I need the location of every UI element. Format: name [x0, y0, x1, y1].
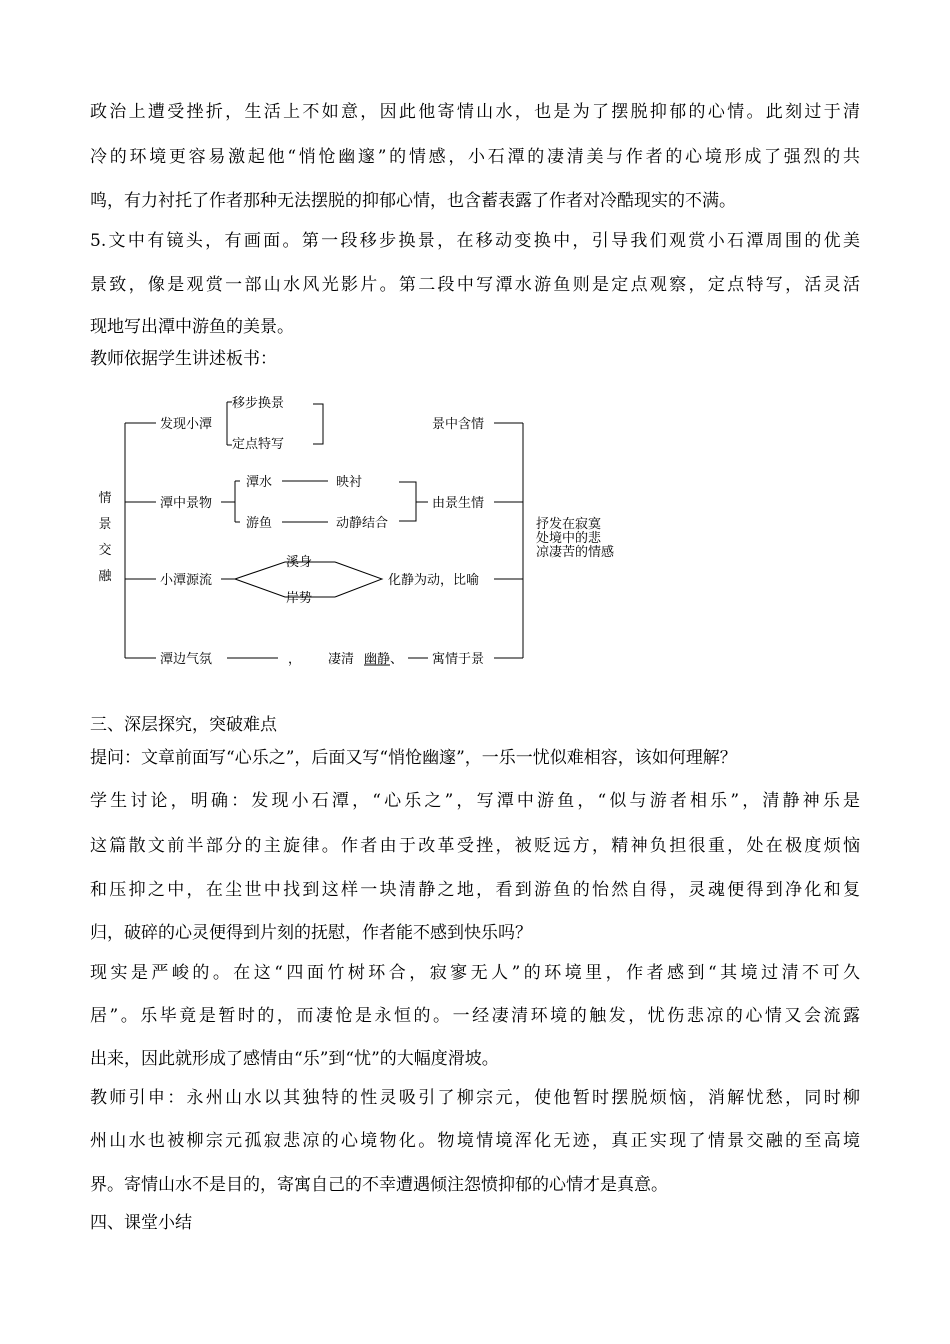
diagram-sub-label: 移步换景: [232, 396, 285, 411]
diagram-sub-label: ，: [288, 652, 302, 667]
diagram-sub-label: 动静结合: [336, 516, 389, 531]
diagram-left-title-char: 融: [98, 569, 112, 584]
diagram-right-label: 化静为动，比喻: [388, 573, 480, 588]
diagram-right-label: 寓情于景: [432, 652, 485, 667]
diagram-left-title-char: 情: [98, 491, 112, 506]
diagram-sub-label: 潭水: [246, 475, 273, 490]
diagram-sub-label: 岸势: [286, 591, 313, 606]
diagram-summary-line: 抒发在寂寞: [536, 517, 602, 532]
diagram-connector: [235, 579, 335, 597]
diagram-left-title-char: 景: [98, 517, 112, 532]
diagram-row-label: 潭边气氛: [160, 652, 213, 667]
diagram-sub-label: 映衬: [336, 475, 363, 490]
diagram-row-label: 小潭源流: [160, 573, 213, 588]
paragraph-line: 提问：文章前面写“心乐之”，后面又写“悄怆幽邃”，一乐一忧似难相容，该如何理解？: [90, 748, 737, 768]
diagram-connector: [235, 562, 335, 579]
paragraph-line: 景致，像是观赏一部山水风光影片。第二段中写潭水游鱼则是定点观察，定点特写，活灵活: [90, 275, 860, 295]
paragraph-line: 现实是严峻的。在这“四面竹树环合，寂寥无人”的环境里，作者感到“其境过清不可久: [90, 963, 860, 983]
paragraph-line: 鸣，有力衬托了作者那种无法摆脱的抑郁心情，也含蓄表露了作者对冷酷现实的不满。: [90, 191, 736, 211]
paragraph-line: 界。寄情山水不是目的，寄寓自己的不幸遭遇倾注怨愤抑郁的心情才是真意。: [90, 1175, 668, 1195]
paragraph-line: 出来，因此就形成了感情由“乐”到“忧”的大幅度滑坡。: [90, 1049, 499, 1069]
paragraph-line: 这篇散文前半部分的主旋律。作者由于改革受挫，被贬远方，精神负担很重，处在极度烦恼: [90, 836, 860, 856]
diagram-sub-label: 定点特写: [232, 437, 285, 452]
paragraph-line: 教师依据学生讲述板书：: [90, 349, 277, 369]
paragraph-line: 居”。乐毕竟是暂时的，而凄怆是永恒的。一经凄清环境的触发，忧伤悲凉的心情又会流露: [90, 1006, 860, 1026]
paragraph-line: 学生讨论，明确：发现小石潭，“心乐之”，写潭中游鱼，“似与游者相乐”，清静神乐是: [90, 791, 860, 811]
diagram-summary-line: 凉凄苦的情感: [536, 545, 615, 560]
diagram-left-title-char: 交: [98, 543, 112, 558]
diagram-row-label: 潭中景物: [160, 496, 213, 511]
diagram-row-label: 发现小潭: [160, 417, 213, 432]
diagram-right-label: 由景生情: [432, 496, 485, 511]
section-heading: 三、深层探究，突破难点: [90, 715, 277, 735]
diagram-sub-label: 凄清: [328, 652, 355, 667]
paragraph-line: 冷的环境更容易激起他“悄怆幽邃”的情感，小石潭的凄清美与作者的心境形成了强烈的共: [90, 147, 860, 167]
blackboard-diagram: [90, 385, 650, 685]
paragraph-line: 教师引申：永州山水以其独特的性灵吸引了柳宗元，使他暂时摆脱烦恼，消解忧愁，同时柳: [90, 1088, 860, 1108]
diagram-connector: [335, 562, 382, 597]
diagram-summary-line: 处境中的悲: [536, 531, 602, 546]
paragraph-line: 现地写出潭中游鱼的美景。: [90, 317, 294, 337]
diagram-close-bracket: [399, 482, 416, 521]
paragraph-line: 5.文中有镜头，有画面。第一段移步换景，在移动变换中，引导我们观赏小石潭周围的优美: [90, 231, 860, 251]
paragraph-line: 州山水也被柳宗元孤寂悲凉的心境物化。物境情境浑化无迹，真正实现了情景交融的至高境: [90, 1131, 860, 1151]
diagram-sub-label: 溪身: [286, 555, 313, 570]
paragraph-line: 政治上遭受挫折，生活上不如意，因此他寄情山水，也是为了摆脱抑郁的心情。此刻过于清: [90, 102, 860, 122]
diagram-close-bracket: [313, 404, 323, 444]
diagram-sub-label: 幽静、: [364, 652, 404, 667]
paragraph-line: 归，破碎的心灵便得到片刻的抚慰，作者能不感到快乐吗？: [90, 923, 532, 943]
section-heading: 四、课堂小结: [90, 1213, 192, 1233]
paragraph-line: 和压抑之中，在尘世中找到这样一块清静之地，看到游鱼的怡然自得，灵魂便得到净化和复: [90, 880, 860, 900]
diagram-sub-label: 游鱼: [246, 516, 273, 531]
diagram-right-label: 景中含情: [432, 417, 485, 432]
